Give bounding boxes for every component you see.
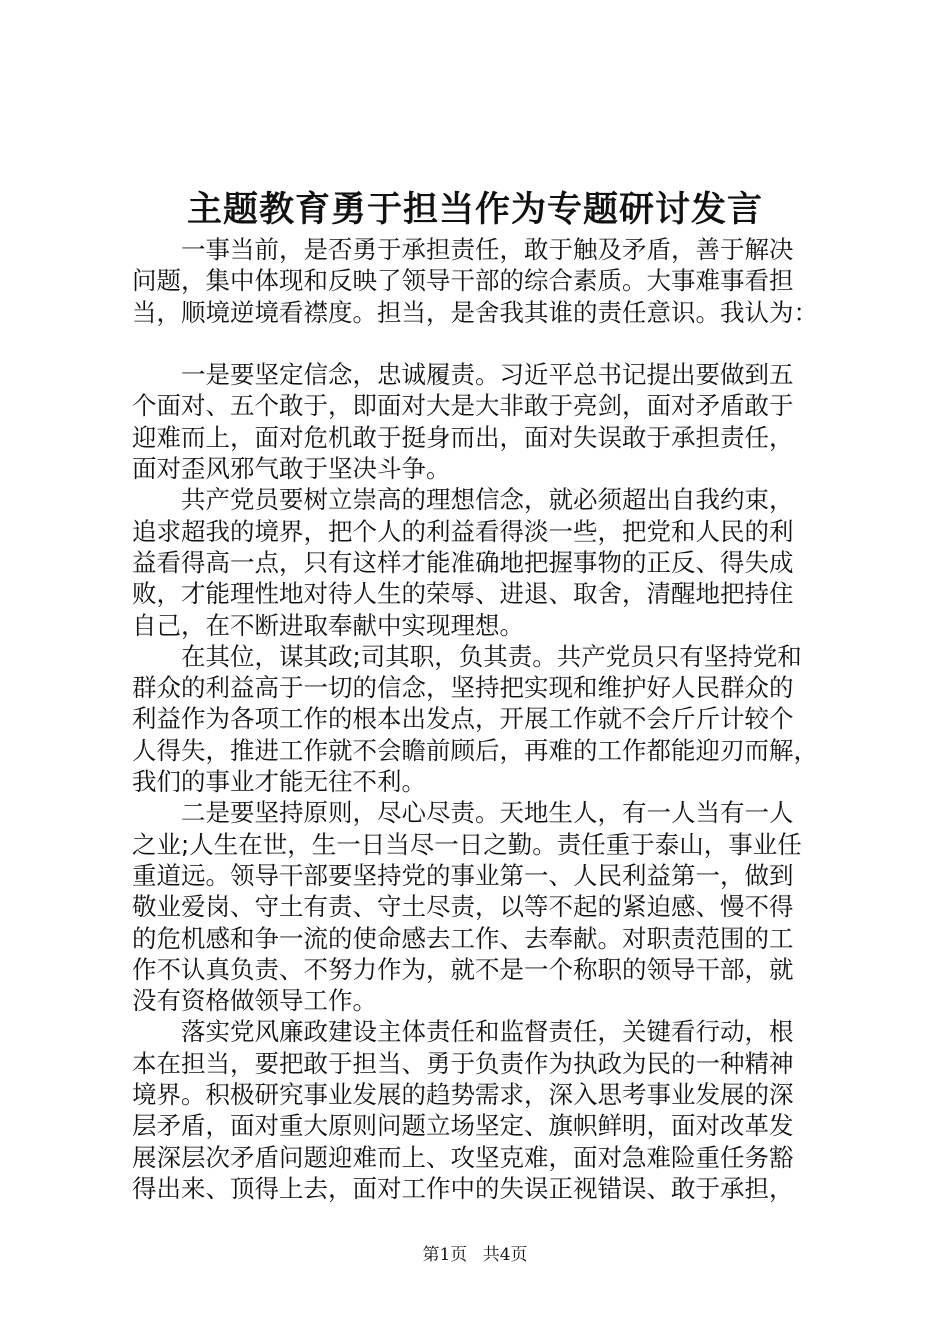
- text-line: 当，顺境逆境看襟度。担当，是舍我其谁的责任意识。我认为：: [132, 297, 818, 327]
- page-number: 第1页: [422, 1245, 468, 1265]
- text-line: 迎难而上，面对危机敢于挺身而出，面对失误敢于承担责任，: [132, 422, 794, 452]
- text-line: 的危机感和争一流的使命感去工作、去奉献。对职责范围的工: [132, 923, 794, 953]
- text-line: 没有资格做领导工作。: [132, 986, 377, 1016]
- text-line: 人得失，推进工作就不会瞻前顾后，再难的工作都能迎刃而解，: [132, 735, 818, 765]
- text-line: 利益作为各项工作的根本出发点，开展工作就不会斤斤计较个: [132, 704, 794, 734]
- page-title: 主题教育勇于担当作为专题研讨发言: [186, 189, 763, 230]
- text-line: 追求超我的境界，把个人的利益看得淡一些，把党和人民的利: [132, 516, 794, 546]
- text-line: 二是要坚持原则，尽心尽责。天地生人，有一人当有一人: [132, 798, 794, 828]
- text-line: 问题，集中体现和反映了领导干部的综合素质。大事难事看担: [132, 266, 794, 296]
- text-line: 个面对、五个敢于，即面对大是大非敢于亮剑，面对矛盾敢于: [132, 391, 794, 421]
- text-line: 展深层次矛盾问题迎难而上、攻坚克难，面对急难险重任务豁: [132, 1142, 794, 1172]
- text-line: 益看得高一点，只有这样才能准确地把握事物的正反、得失成: [132, 547, 794, 577]
- text-line: 重道远。领导干部要坚持党的事业第一、人民利益第一，做到: [132, 860, 794, 890]
- text-line: 得出来、顶得上去，面对工作中的失误正视错误、敢于承担，: [132, 1173, 794, 1203]
- page-footer: [0, 1243, 950, 1267]
- text-line: 层矛盾，面对重大原则问题立场坚定、旗帜鲜明，面对改革发: [132, 1111, 794, 1141]
- text-line: 在其位，谋其政;司其职，负其责。共产党员只有坚持党和: [132, 641, 802, 671]
- text-line: 落实党风廉政建设主体责任和监督责任，关键看行动，根: [132, 1017, 794, 1047]
- document-body: [132, 234, 834, 1204]
- text-line: 群众的利益高于一切的信念，坚持把实现和维护好人民群众的: [132, 673, 794, 703]
- text-line: 自己，在不断进取奉献中实现理想。: [132, 610, 524, 640]
- text-line: 本在担当，要把敢于担当、勇于负责作为执政为民的一种精神: [132, 1048, 794, 1078]
- text-line: 敬业爱岗、守土有责、守土尽责，以等不起的紧迫感、慢不得: [132, 892, 794, 922]
- text-line: 面对歪风邪气敢于坚决斗争。: [132, 454, 451, 484]
- blank-line: [132, 328, 834, 359]
- text-line: 境界。积极研究事业发展的趋势需求，深入思考事业发展的深: [132, 1080, 794, 1110]
- text-line: 我们的事业才能无往不利。: [132, 767, 426, 797]
- text-line: 一事当前，是否勇于承担责任，敢于触及矛盾，善于解决: [132, 235, 794, 264]
- text-line: 之业;人生在世，生一日当尽一日之勤。责任重于泰山，事业任: [132, 829, 802, 859]
- text-line: 作不认真负责、不努力作为，就不是一个称职的领导干部，就: [132, 954, 794, 984]
- text-line: 共产党员要树立崇高的理想信念，就必须超出自我约束，: [132, 485, 794, 515]
- page-total: 共4页: [482, 1245, 528, 1265]
- text-line: 败，才能理性地对待人生的荣辱、进退、取舍，清醒地把持住: [132, 579, 794, 609]
- text-line: 一是要坚定信念，忠诚履责。习近平总书记提出要做到五: [132, 360, 794, 390]
